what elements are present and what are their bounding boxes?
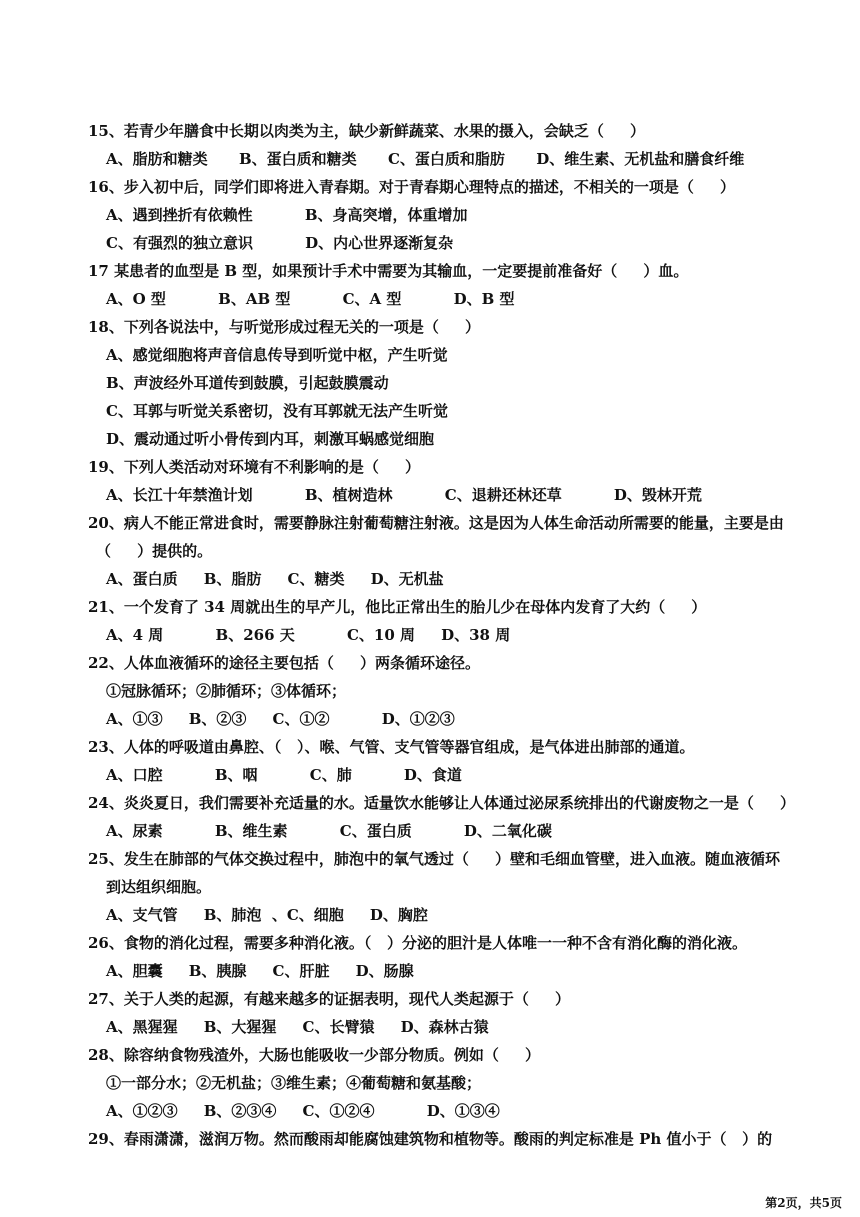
question-26: 26、食物的消化过程，需要多种消化液。（ ）分泌的胆汁是人体唯一一种不含有消化酶的消化液。 [88, 934, 748, 952]
question-27: 27、关于人类的起源，有越来越多的证据表明，现代人类起源于（ ） [88, 990, 570, 1008]
question-20: 20、病人不能正常进食时，需要静脉注射葡萄糖注射液。这是因为人体生命活动所需要的能量，主要是由 [88, 514, 784, 532]
question-28: 28、除容纳食物残渣外，大肠也能吸收一少部分物质。例如（ ） [88, 1046, 540, 1064]
options-22: A、①③ B、②③ C、①② D、①②③ [106, 710, 455, 728]
question-28-items: ①一部分水；②无机盐；③维生素；④葡萄糖和氨基酸； [106, 1074, 482, 1092]
question-17: 17 某患者的血型是 B 型，如果预计手术中需要为其输血，一定要提前准备好（ ）血。 [88, 262, 689, 280]
option-18-d: D、震动通过听小骨传到内耳，刺激耳蜗感觉细胞 [106, 430, 435, 448]
page-number: 第2页，共5页 [765, 1196, 842, 1210]
options-17: A、O 型 B、AB 型 C、A 型 D、B 型 [106, 290, 515, 308]
option-18-c: C、耳郭与听觉关系密切，没有耳郭就无法产生听觉 [106, 402, 448, 420]
option-18-a: A、感觉细胞将声音信息传导到听觉中枢，产生听觉 [106, 346, 448, 364]
question-25-cont: 到达组织细胞。 [106, 878, 212, 896]
question-18: 18、下列各说法中，与听觉形成过程无关的一项是（ ） [88, 318, 480, 336]
options-28: A、①②③ B、②③④ C、①②④ D、①③④ [106, 1102, 500, 1120]
options-16-cd: C、有强烈的独立意识 D、内心世界逐渐复杂 [106, 234, 454, 252]
question-16: 16、步入初中后，同学们即将进入青春期。对于青春期心理特点的描述，不相关的一项是（ ） [88, 178, 735, 196]
options-20: A、蛋白质 B、脂肪 C、糖类 D、无机盐 [106, 570, 444, 588]
options-27: A、黑猩猩 B、大猩猩 C、长臂猿 D、森林古猿 [106, 1018, 489, 1036]
question-22: 22、人体血液循环的途径主要包括（ ）两条循环途径。 [88, 654, 480, 672]
options-25: A、支气管 B、肺泡 、C、细胞 D、胸腔 [106, 906, 428, 924]
question-25: 25、发生在肺部的气体交换过程中，肺泡中的氧气透过（ ）壁和毛细血管壁，进入血液。随血液循环 [88, 850, 780, 868]
option-18-b: B、声波经外耳道传到鼓膜，引起鼓膜震动 [106, 374, 389, 392]
options-15: A、脂肪和糖类 B、蛋白质和糖类 C、蛋白质和脂肪 D、维生素、无机盐和膳食纤维 [106, 150, 745, 168]
options-23: A、口腔 B、咽 C、肺 D、食道 [106, 766, 462, 784]
question-24: 24、炎炎夏日，我们需要补充适量的水。适量饮水能够让人体通过泌尿系统排出的代谢废物之一是（ ） [88, 794, 795, 812]
question-15: 15、若青少年膳食中长期以肉类为主，缺少新鲜蔬菜、水果的摄入，会缺乏（ ） [88, 122, 645, 140]
question-23: 23、人体的呼吸道由鼻腔、（ ）、喉、气管、支气管等器官组成，是气体进出肺部的通道。 [88, 738, 695, 756]
question-21: 21、一个发育了 34 周就出生的早产儿，他比正常出生的胎儿少在母体内发育了大约（ ） [88, 598, 707, 616]
question-22-items: ①冠脉循环；②肺循环；③体循环； [106, 682, 347, 700]
options-21: A、4 周 B、266 天 C、10 周 D、38 周 [106, 626, 511, 644]
question-19: 19、下列人类活动对环境有不利影响的是（ ） [88, 458, 420, 476]
options-26: A、胆囊 B、胰腺 C、肝脏 D、肠腺 [106, 962, 414, 980]
options-24: A、尿素 B、维生素 C、蛋白质 D、二氧化碳 [106, 822, 552, 840]
options-19: A、长江十年禁渔计划 B、植树造林 C、退耕还林还草 D、毁林开荒 [106, 486, 702, 504]
options-16-ab: A、遇到挫折有依赖性 B、身高突增，体重增加 [106, 206, 468, 224]
question-29: 29、春雨潇潇，滋润万物。然而酸雨却能腐蚀建筑物和植物等。酸雨的判定标准是 Ph 值小于（ ）的 [88, 1130, 773, 1148]
question-20-cont: （ ）提供的。 [96, 542, 213, 560]
